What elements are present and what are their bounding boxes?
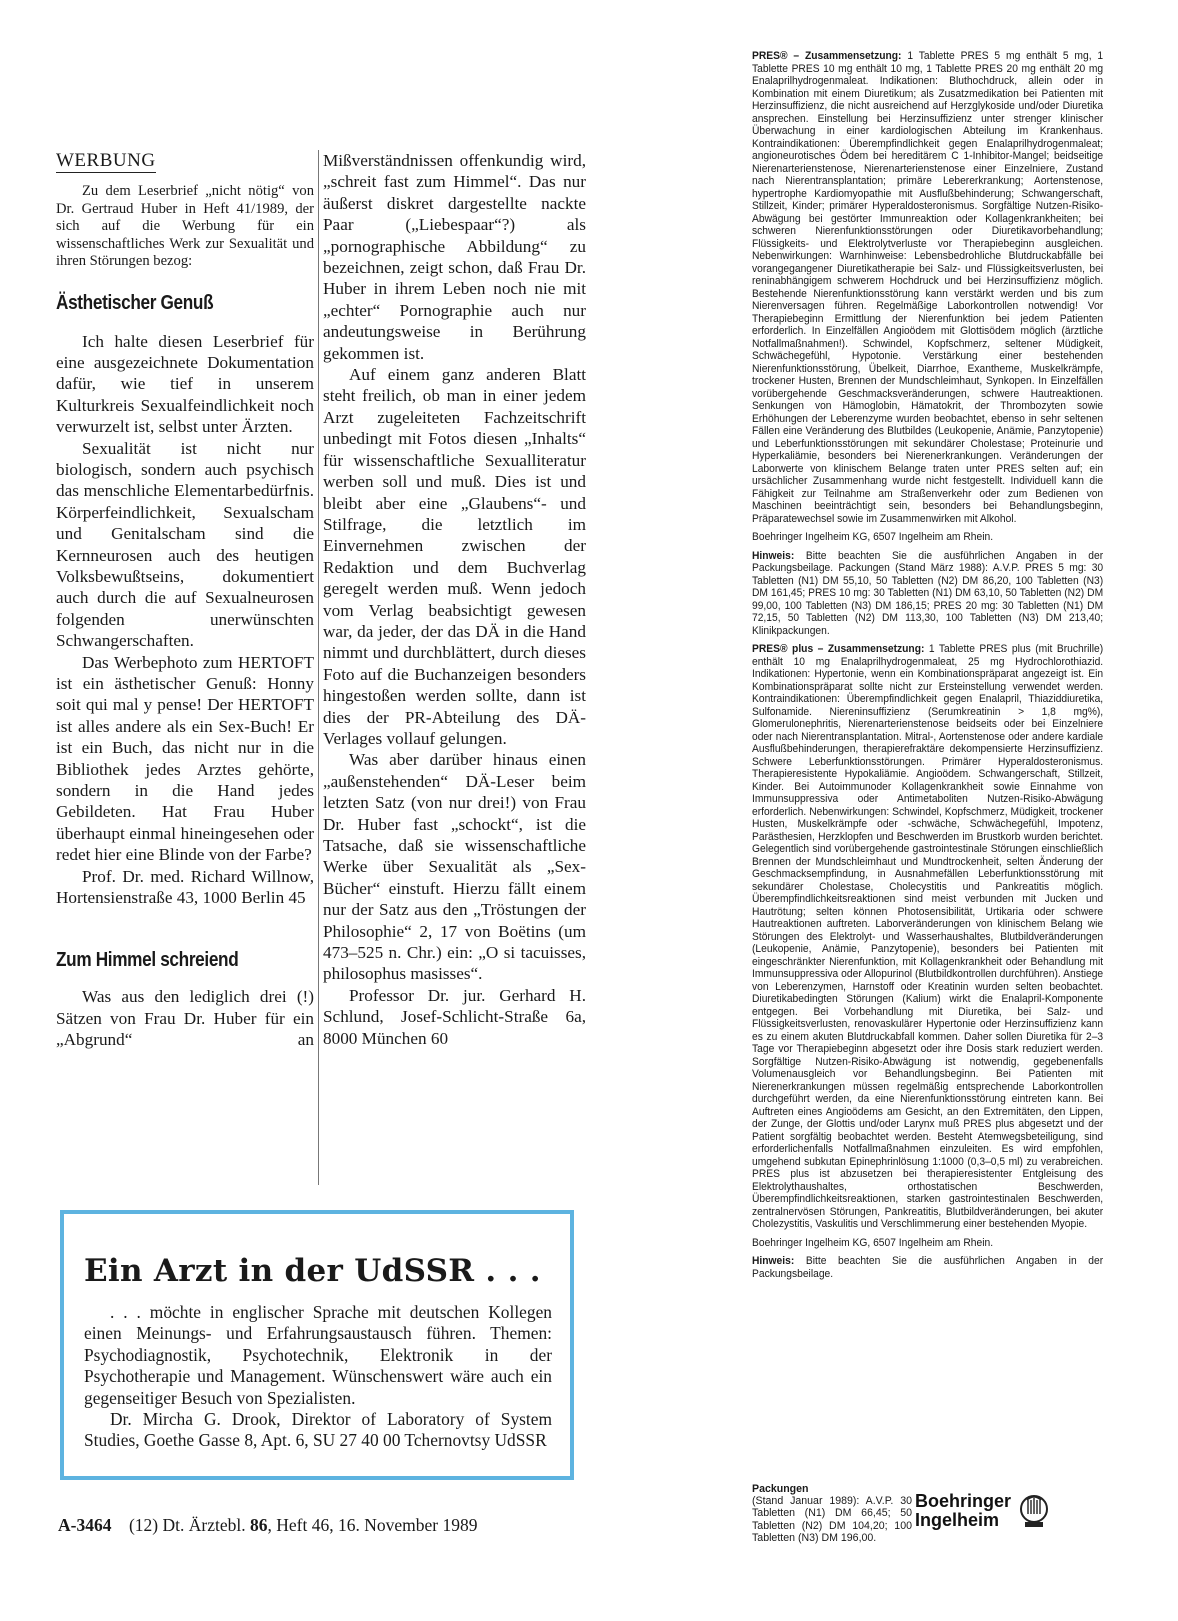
page-footer	[58, 1515, 477, 1536]
page-code: A-3464	[58, 1515, 112, 1535]
pres-hinweis	[752, 550, 1103, 638]
column-divider	[318, 150, 319, 1185]
pres-plus-hinweis	[752, 1255, 1103, 1280]
hinweis-heading: Hinweis:	[752, 549, 795, 562]
letter2-signature: Professor Dr. jur. Gerhard H. Schlund, Josef-Schlicht-Straße 6a, 8000 München 60	[323, 985, 586, 1048]
company-logo	[915, 1492, 1049, 1530]
letter2-paragraph: Was aber darüber hinaus einen „außenstehenden“ DÄ-Leser beim letzten Satz (von nur drei!) von Frau Dr. Huber fast „schockt“, ist die Tatsache, daß sie wissenschaftliche Werke über Sexualität als „Sex-Bücher“ einstuft. Hierzu fällt einem nur der Satz aus den „Tröstungen der Philosophie“ 2, 17 von Boëtins (um 473–525 n. Chr.) ein: „O si tacuisses, philosophus masisses“.	[323, 750, 586, 984]
article-column-2	[323, 150, 586, 1049]
article-intro: Zu dem Leserbrief „nicht nötig“ von Dr. Gertraud Huber in Heft 41/1989, der sich auf die Werbung für ein wissenschaftliches Werk zur Sexualität und ihren Störungen bezog:	[56, 183, 314, 269]
pres-heading: PRES® – Zusammensetzung:	[752, 50, 902, 62]
company-line: Boehringer Ingelheim KG, 6507 Ingelheim am Rhein.	[752, 1236, 994, 1249]
packaging-text: (Stand Januar 1989): A.V.P. 30 Tabletten (N1) DM 66,45; 50 Tabletten (N2) DM 104,20; 100 Tabletten (N3) DM 196,00.	[752, 1495, 912, 1544]
journal-name: (12) Dt. Ärztebl.	[128, 1515, 246, 1535]
logo-line1: Boehringer	[915, 1491, 1012, 1511]
hinweis-text: Bitte beachten Sie die ausführlichen Angaben in der Packungsbeilage. Packungen (Stand März 1988): A.V.P. PRES 5 mg: 30 Tabletten (N1) DM 55,10, 50 Tabletten (N2) DM 86,20, 100 Tabletten (N3) DM 161,45; PRES 10 mg: 30 Tabletten (N1) DM 63,10, 50 Tabletten (N2) DM 99,00, 100 Tabletten (N3) DM 186,15; PRES 20 mg: 30 Tabletten (N1) DM 72,15, 50 Tabletten (N2) DM 113,30, 100 Tabletten (N3) DM 213,40; Klinikpackungen.	[752, 549, 1104, 637]
boehringer-emblem-icon	[1019, 1492, 1049, 1530]
letter2-paragraph: Auf einem ganz anderen Blatt steht freilich, ob man in einer jedem Arzt zugeleiteten Fachzeitschrift unbedingt mit Fotos diesen „Inhalts“ für wissenschaftliche Sexualliteratur werben soll und muß. Dies ist und bleibt aber eine „Glaubens“- und Stilfrage, die letztlich im Einvernehmen zwischen der Redaktion und dem Buchverlag geregelt werden muß. Wenn jedoch vom Verlag beabsichtigt gewesen war, da jeder, der das DÄ in die Hand nimmt und durchblättert, durch dieses Foto auf die Buchanzeigen besonders hingestoßen werden sollte, dann ist dies der PR-Abteilung des DÄ-Verlages vollauf gelungen.	[323, 365, 586, 748]
article-column-1	[56, 150, 314, 1051]
company-line: Boehringer Ingelheim KG, 6507 Ingelheim am Rhein.	[752, 531, 994, 543]
notice-text: . . . möchte in englischer Sprache mit deutschen Kollegen einen Meinungs- und Erfahrungsaustausch führen. Themen: Psychodiagnostik, Psychotechnik, Elektronik in der Psychotherapie und Management. Wünschenswert wäre auch ein gegenseitiger Besuch von Spezialisten.	[84, 1302, 552, 1408]
letter1-paragraph: Ich halte diesen Leserbrief für eine ausgezeichnete Dokumentation dafür, wie tief in unserem Kulturkreis Sexualfeindlichkeit noch verwurzelt ist, selbst unter Ärzten.	[56, 331, 314, 437]
letter1-paragraph: Sexualität ist nicht nur biologisch, sondern auch psychisch das menschliche Elementarbedürfnis. Körperfeindlichkeit, Sexualscham und Genitalscham sind die Kernneurosen auch des heutigen Volksbewußtseins, dokumentiert auch durch die auf Sexualneurosen folgenden unerwünschten Schwangerschaften.	[56, 438, 314, 651]
letter2-heading: Zum Himmel schreiend	[56, 949, 239, 972]
logo-line2: Ingelheim	[915, 1510, 1000, 1530]
notice-box	[60, 1210, 574, 1480]
letter1-paragraph: Das Werbephoto zum HERTOFT ist ein ästhetischer Genuß: Honny soit qui mal y pense! Der HERTOFT ist alles andere als ein Sex-Buch! Er ist ein Buch, das nicht nur in die Bibliothek jedes Arztes gehörte, sondern in die Hand jedes Gebildeten. Hat Frau Huber überhaupt einmal hineingesehen oder redet hier eine Blinde von der Farbe?	[56, 652, 314, 865]
letter1-heading: Ästhetischer Genuß	[56, 291, 214, 314]
pres-plus-text: 1 Tablette PRES plus (mit Bruchrille) enthält 10 mg Enalaprilhydrogenmaleat, 25 mg Hydrochlorothiazid. Indikationen: Hypertonie, wenn ein Kombinationspräparat angezeigt ist. Ein Kombinationspräparat sollte nicht zur Ersteinstellung verwendet werden. Kontraindikationen: Überempfindlichkeit gegen Enalapril, Thiaziddiuretika, Sulfonamide. Niereninsuffizienz (Serumkreatinin > 1,8 mg%), Glomerulonephritis, Nierenarterienstenose beidseits oder bei Einzelniere oder nach Nierentransplantation. Mitral-, Aortenstenose oder andere kardiale Ausflußbehinderungen, therapierefraktäre dekompensierte Herzinsuffizienz. Schwere Leberfunktionsstörungen. Primärer Hyperaldosteronismus. Therapieresistente Hypokaliämie. Angioödem. Schwangerschaft, Stillzeit, Kinder. Bei Autoimmunoder Kollagenkrankheit sowie Einnahme von Immunsuppressiva oder Antimetaboliten Nutzen-Risiko-Abwägung erforderlich. Nebenwirkungen: Schwindel, Kopfschmerz, Müdigkeit, trockener Husten, Muskelkrämpfe oder -schwäche, Schwächegefühl, Impotenz, Parästhesien, Herzklopfen und Beschwerden im Brustkorb wurden berichtet. Gelegentlich sind vorübergehende gastrointestinale Störungen einschließlich Brennen der Mundschleimhaut und Mundtrockenheit, selten Änderung der Geschmacksempfindung, in Ausnahmefällen Leberfunktionsstörung mit sekundärer Cholestase, Cholecystitis und Pankreatitis möglich. Überempfindlichkeitsreaktionen sind meist verbunden mit Jucken und Hautrötung; selten können Photosensibilität, Urtikaria oder schwere Hautreaktionen auftreten. Laborveränderungen von klinischem Belang wie Störungen des Elektrolyt- und Wasserhaushaltes, Blutbildveränderungen (Leukopenie, Anämie, Panzytopenie), besonders bei Patienten mit eingeschränkter Nierenfunktion, mit Kollagenkrankheit oder Behandlung mit Immunsuppressiva oder Allopurinol (Blutbildkontrollen durchführen). Anstiege von Leberenzymen, Harnstoff oder Kreatinin wurden selten beobachtet. Diuretikabedingten Störungen (Kalium) wirkt die Enalapril-Komponente entgegen. Bei Vorbehandlung mit Diuretika, bei Salz- und Flüssigkeitsverlusten, renovaskulärer Hypertonie oder Herzinsuffizienz kann es zu einem akuten Blutdruckabfall kommen. Daher sollen Diuretika für 2–3 Tage vor Therapiebeginn abgesetzt oder ihre Dosis stark reduziert werden. Sorgfältige Nutzen-Risiko-Abwägung ist notwendig, gegebenenfalls Volumenausgleich vor Behandlungsbeginn. Bei Patienten mit Nierenerkrankungen müssen regelmäßig entsprechende Laborkontrollen durchgeführt werden, da eine Nierenfunktionsstörung eintreten kann. Bei Auftreten eines Angioödems am Gesicht, an den Extremitäten, den Lippen, der Zunge, der Glottis und/oder Larynx muß PRES plus abgesetzt und der Patient sorgfältig beobachtet werden. Besteht Atemwegsbeteiligung, sind erforderlichenfalls Notfallmaßnahmen einzuleiten. Es wird empfohlen, umgehend subkutan Epinephrinlösung 1:1000 (0,3–0,5 ml) zu verabreichen. PRES plus ist abzusetzen bei therapieresistenter Entgleisung des Elektrolythaushaltes, orthostatischen Beschwerden, Überempfindlichkeitsreaktionen, starken gastrointestinalen Beschwerden, zentralnervösen Störungen, Pankreatitis, Blutbildveränderungen, bei akuter Cholezystitis, Vaskulitis und Verschlimmerung einer bestehenden Myopie.	[752, 643, 1104, 1230]
issue-info: , Heft 46, 16. November 1989	[267, 1515, 478, 1535]
hinweis-text: Bitte beachten Sie die ausführlichen Angaben in der Packungsbeilage.	[752, 1255, 1104, 1280]
letter2-paragraph-start: Was aus den lediglich drei (!) Sätzen von Frau Dr. Huber für ein „Abgrund“ an	[56, 987, 314, 1050]
pres-text: 1 Tablette PRES 5 mg enthält 5 mg, 1 Tablette PRES 10 mg enthält 10 mg, 1 Tablette PRES 20 mg enthält 20 mg Enalaprilhydrogenmaleat. Indikationen: Bluthochdruck, allein oder in Kombination mit einem Diuretikum; als Zusatzmedikation bei Patienten mit Herzinsuffizienz, die nicht ausreichend auf Herzglykoside und/oder Diuretika ansprechen. Einstellung bei Herzinsuffizienz unter strenger klinischer Überwachung in einer kardiologischen Abteilung im Krankenhaus. Kontraindikationen: Überempfindlichkeit gegen Enalaprilhydrogenmaleat; angioneurotisches Ödem bei hereditärem C 1-Inhibitor-Mangel; beidseitige Nierenarterienstenose, Nierenarterienstenose einer Einzelniere, Zustand nach Nierentransplantation; primäre Lebererkrankung; Aortenstenose, hypertrophe Kardiomyopathie mit Ausflußbehinderung; Schwangerschaft, Stillzeit, Kinder; primärer Hyperaldosteronismus. Sorgfältige Nutzen-Risiko-Abwägung bei gestörter Immunreaktion oder Kollagenkrankheiten; bei schweren Nierenfunktionsstörungen oder Diuretikavorbehandlung; Flüssigkeits- und Elektrolytverluste vor Therapiebeginn ausgleichen. Nebenwirkungen: Warnhinweise: Lebensbedrohliche Blutdruckabfälle bei vorangegangener Diuretikatherapie bei Salz- und Flüssigkeitsverlusten, bei reninabhängigem schwerem Hochdruck und bei Herzinsuffizienz möglich. Bestehende Nierenfunktionsstörung kann verstärkt werden und bis zum Nierenversagen führen. Regelmäßige Laborkontrollen notwendig! Vor Therapiebeginn Ermittlung der Nierenfunktion bei jedem Patienten erforderlich. In Einzelfällen Angioödem mit Glottisödem möglich (ärztliche Notfallmaßnahmen!). Schwindel, Kopfschmerz, seltener Müdigkeit, Schwächegefühl, Hypotonie. Verstärkung einer bestehenden Nierenfunktionsstörung, Übelkeit, Diarrhoe, Exantheme, Muskelkrämpfe, trockener Husten, Brennen der Mundschleimhaut, Synkopen. In Einzelfällen vorübergehende Geschmacksveränderungen, schwere Hautreaktionen. Senkungen von Hämoglobin, Hämatokrit, der Thrombozyten sowie Erhöhungen der Leberenzyme wurden beobachtet, ebenso in sehr seltenen Fällen eine Veränderung des Blutbildes (Leukopenie, Anämie, Panzytopenie) und Leberfunktionsstörungen mit sekundärer Cholestase; Proteinurie und Hyperkaliämie, besonders bei Nierenerkrankungen. Veränderungen der Laborwerte von klinischem Belange traten unter PRES selten auf; ein ursächlicher Zusammenhang wurde nicht festgestellt. Individuell kann die Fähigkeit zur Teilnahme am Straßenverkehr oder zum Bedienen von Maschinen beeinträchtigt sein, besonders bei Behandlungsbeginn, Präparatewechsel sowie im Zusammenwirken mit Alkohol.	[752, 50, 1104, 525]
pres-plus-heading: PRES® plus – Zusammensetzung:	[752, 643, 925, 655]
section-label: WERBUNG	[56, 150, 156, 171]
pres-composition	[752, 50, 1103, 525]
packaging-heading: Packungen	[752, 1483, 809, 1495]
letter2-paragraph-continued: Mißverständnissen offenkundig wird, „schreit fast zum Himmel“. Das nur äußerst diskret dargestellte nackte Paar („Liebespaar“?) als „pornographische Abbildung“ zu bezeichnen, zeigt schon, daß Frau Dr. Huber in ihrem Leben noch nie mit „echter“ Pornographie auch nur andeutungsweise in Berührung gekommen ist.	[323, 151, 586, 363]
drug-information	[752, 50, 1103, 1286]
packaging-info	[752, 1483, 912, 1544]
notice-signature: Dr. Mircha G. Drook, Direktor of Laboratory of System Studies, Goethe Gasse 8, Apt. 6, SU 27 40 00 Tchernovtsy UdSSR	[84, 1409, 552, 1451]
pres-plus-composition	[752, 643, 1103, 1231]
volume-number: 86	[249, 1515, 268, 1535]
notice-title: Ein Arzt in der UdSSR . . .	[84, 1253, 541, 1289]
letter1-signature: Prof. Dr. med. Richard Willnow, Hortensienstraße 43, 1000 Berlin 45	[56, 866, 314, 908]
hinweis-heading: Hinweis:	[752, 1255, 795, 1267]
logo-text	[915, 1492, 1011, 1530]
